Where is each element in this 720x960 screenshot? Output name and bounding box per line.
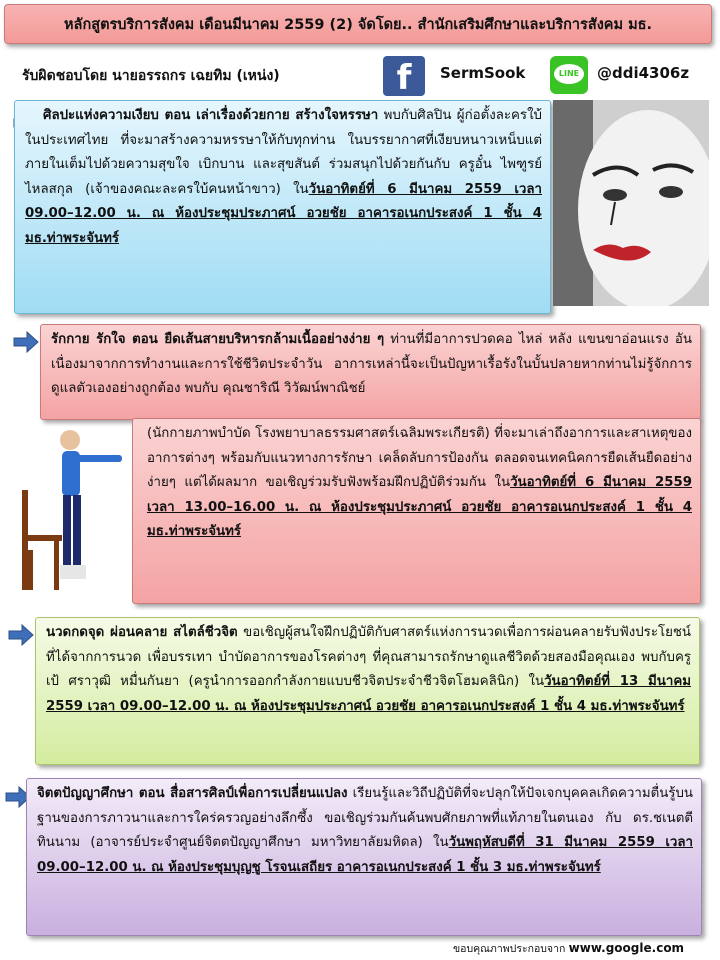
- credit-prefix: ขอบคุณภาพประกอบจาก: [453, 943, 569, 955]
- arrow-icon: [12, 331, 40, 353]
- section-body: (นักกายภาพบำบัด โรงพยาบาลธรรมศาสตร์เฉลิมพระเกียรติ) ที่จะมาเล่าถึงอาการและสาเหตุของอาการต่างๆ พร้อมกับแนวทางการรักษา เคล็ดลับการป้องกัน ตลอดจนเทคนิคการยืดเส้นยืดอย่างง่ายๆ แต่ได้ผลมาก ขอเชิญร่วมรับฟังพร้อมฝึกปฏิบัติร่วมกัน ใน: [147, 426, 692, 491]
- line-id[interactable]: @ddi4306z: [597, 64, 690, 82]
- section-schedule: วันพฤหัสบดีที่ 31 มีนาคม 2559 เวลา 09.00–12.00 น. ณ ห้องประชุมบุญชู โรจนเสถียร อาคารอเนกประสงค์ 1 ชั้น 3 มธ.ท่าพระจันทร์: [37, 835, 693, 875]
- image-credit: [453, 940, 684, 957]
- section-massage: [35, 617, 700, 765]
- section-body-care-continued: [132, 418, 701, 604]
- section-heading: นวดกดจุด ผ่อนคลาย สไตล์ชีวจิต: [46, 625, 238, 640]
- section-body: ขอเชิญผู้สนใจฝึกปฏิบัติกับศาสตร์แห่งการนวดเพื่อการผ่อนคลายรับฟังประโยชน์ที่ได้จากการนวด เพื่อบรรเทา บำบัดอาการของโรคต่างๆ ที่คุณสามารถรักษาดูแลชีวิตด้วยสองมือคุณเอง พบกับครูเป้ ศราวุฒิ หมื่นกันยา (ครูนำการออกกำลังกายแบบชีวจิตประจำชีวจิตโฮมคลินิก) ใน: [46, 625, 692, 690]
- section-body-care: [40, 324, 701, 420]
- page-header-banner: [4, 4, 712, 44]
- section-schedule: วันอาทิตย์ที่ 13 มีนาคม 2559 เวลา 09.00–12.00 น. ณ ห้องประชุมประภาศน์ อวยชัย อาคารอเนกประสงค์ 1 ชั้น 4 มธ.ท่าพระจันทร์: [46, 674, 691, 714]
- arrow-icon: [7, 624, 35, 646]
- line-icon-text: LINE: [554, 64, 584, 84]
- section-schedule: วันอาทิตย์ที่ 6 มีนาคม 2559 เวลา 13.00–16.00 น. ณ ห้องประชุมประภาศน์ อวยชัย อาคารอเนกประสงค์ 1 ชั้น 4 มธ.ท่าพระจันทร์: [147, 475, 693, 540]
- section-heading: รักกาย รักใจ ตอน ยืดเส้นสายบริหารกล้ามเนื้ออย่างง่าย ๆ: [51, 332, 385, 347]
- section-body: ท่านที่มีอาการปวดคอ ไหล่ หลัง แขนขาอ่อนแรง อันเนื่องมาจากการทำงานและการใช้ชีวิตประจำวัน อาการเหล่านี้จะเป็นปัญหาเรื้อรังในบั้นปลายหากท่านไม่รู้จักการดูแลตัวเองอย่างถูกต้อง พบกับ คุณชาริณี วิวัฒน์พาณิชย์: [51, 332, 692, 397]
- section-heading: จิตตปัญญาศึกษา ตอน สื่อสารศิลป์เพื่อการเปลี่ยนแปลง: [37, 786, 348, 801]
- exercise-illustration: [10, 425, 130, 595]
- section-schedule: วันอาทิตย์ที่ 6 มีนาคม 2559 เวลา 09.00–12.00 น. ณ ห้องประชุมประภาศน์ อวยชัย อาคารอเนกประสงค์ 1 ชั้น 4 มธ.ท่าพระจันทร์: [25, 181, 542, 246]
- section-heading: ศิลปะแห่งความเงียบ ตอน เล่าเรื่องด้วยกาย สร้างใจหรรษา: [43, 108, 379, 123]
- section-body: เรียนรู้และวิถีปฏิบัติที่จะปลุกให้ปัจเจกบุคคลเกิดความตื่นรู้บนฐานของการภาวนาและการใคร่ครวญอย่างลึกซึ้ง ขอเชิญร่วมกันค้นพบศักยภาพที่แท้ภายในตนเอง กับ ดร.ชเนตตี ทินนาม (อาจารย์ประจำศูนย์จิตตปัญญาศึกษา มหาวิทยาลัยมหิดล) ใน: [37, 786, 693, 851]
- credit-site: www.google.com: [568, 941, 685, 955]
- page-title: หลักสูตรบริการสังคม เดือนมีนาคม 2559 (2) จัดโดย.. สำนักเสริมศึกษาและบริการสังคม มธ.: [64, 16, 652, 33]
- section-silent-art: [14, 100, 551, 314]
- facebook-icon[interactable]: f: [383, 56, 425, 96]
- responsible-person: รับผิดชอบโดย นายอรรถกร เฉยทิม (เหน่ง): [22, 68, 280, 84]
- section-contemplative: [26, 778, 702, 936]
- facebook-name[interactable]: SermSook: [440, 64, 526, 82]
- line-icon[interactable]: [550, 56, 588, 94]
- mime-face-image: [553, 100, 709, 306]
- section-body: พบกับศิลปิน ผู้ก่อตั้งละครใบ้ในประเทศไทย ที่จะมาสร้างความหรรษาให้กับทุกท่าน ในบรรยากาศที่เงียบหนาวเหน็บแต่ภายในเต็มไปด้วยความสุขใจ เบิกบาน และสุขสันต์ ร่วมสนุกไปด้วยกันกับ ครูอั๋น ไพฑูรย์ ไหลสกุล (เจ้าของคณะละครใบ้คนหน้าขาว) ใน: [25, 108, 542, 197]
